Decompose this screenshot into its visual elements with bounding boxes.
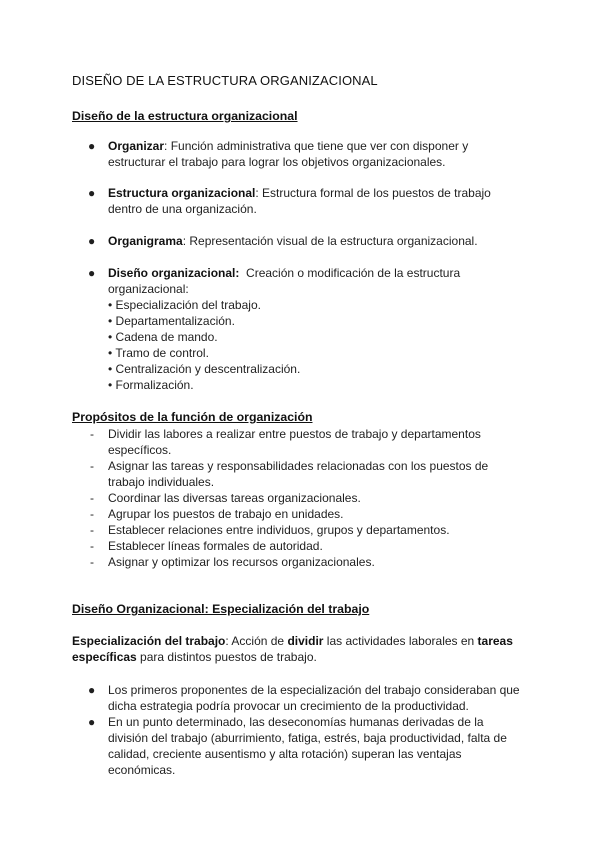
separator: : xyxy=(255,186,263,200)
list-line: Coordinar las diversas tareas organizacionales. xyxy=(108,491,361,505)
dash-list-item xyxy=(90,522,518,538)
bullet-proponentes xyxy=(88,682,528,714)
term-label: Organizar xyxy=(108,139,165,153)
list-line: Establecer líneas formales de autoridad. xyxy=(108,539,323,553)
dash-list-item xyxy=(90,458,518,490)
sub-list-item: • Departamentalización. xyxy=(108,314,235,328)
document-title: DISEÑO DE LA ESTRUCTURA ORGANIZACIONAL xyxy=(72,73,378,88)
dash-marker: - xyxy=(90,555,94,569)
bold-run: tareas xyxy=(477,634,513,648)
term-label: Organigrama xyxy=(108,234,183,248)
definition-line: Creación o modificación de la estructura xyxy=(246,266,461,280)
list-line: trabajo individuales. xyxy=(108,475,215,489)
bullet-icon: ● xyxy=(88,266,96,280)
text-run: las actividades laborales en xyxy=(323,634,478,648)
bold-run: dividir xyxy=(287,634,324,648)
bullet-line: En un punto determinado, las deseconomías humanas derivadas de la xyxy=(108,715,484,729)
list-line: Asignar y optimizar los recursos organizacionales. xyxy=(108,555,375,569)
section-heading-diseno: Diseño de la estructura organizacional xyxy=(72,109,298,123)
separator: : xyxy=(164,139,171,153)
sub-list-item: • Especialización del trabajo. xyxy=(108,298,261,312)
bullet-line: Los primeros proponentes de la especialización del trabajo consideraban que xyxy=(108,683,520,697)
bullet-deseconomias xyxy=(88,714,528,778)
bullet-diseno-organizacional xyxy=(88,265,518,393)
term-label: Diseño organizacional: xyxy=(108,266,240,280)
dash-marker: - xyxy=(90,523,94,537)
bullet-line: dicha estrategia podría provocar un crecimiento de la productividad. xyxy=(108,699,469,713)
list-line: Agrupar los puestos de trabajo en unidades. xyxy=(108,507,344,521)
bullet-icon: ● xyxy=(88,139,96,153)
section-heading-propositos: Propósitos de la función de organización xyxy=(72,410,313,424)
bullet-line: económicas. xyxy=(108,763,176,777)
bold-run: específicas xyxy=(72,650,137,664)
list-line: Establecer relaciones entre individuos, grupos y departamentos. xyxy=(108,523,450,537)
bullet-icon: ● xyxy=(88,683,96,697)
dash-marker: - xyxy=(90,491,94,505)
dash-list-item xyxy=(90,554,518,570)
definition-line: Representación visual de la estructura organizacional. xyxy=(189,234,478,248)
dash-list-item xyxy=(90,506,518,522)
dash-marker: - xyxy=(90,507,94,521)
bullet-organizar xyxy=(88,138,518,170)
dash-marker: - xyxy=(90,427,94,441)
text-run: : Acción de xyxy=(225,634,288,648)
text-run: para distintos puestos de trabajo. xyxy=(136,650,317,664)
bullet-icon: ● xyxy=(88,715,96,729)
separator: : xyxy=(182,234,190,248)
definition-line: Función administrativa que tiene que ver con disponer y xyxy=(170,139,469,153)
dash-list-item xyxy=(90,538,518,554)
definition-paragraph xyxy=(72,633,532,665)
bullet-estructura xyxy=(88,185,518,217)
dash-list-item xyxy=(90,490,518,506)
bullet-organigrama xyxy=(88,233,518,249)
sub-list-item: • Centralización y descentralización. xyxy=(108,362,301,376)
bullet-line: calidad, creciente ausentismo y alta rotación) superan las ventajas xyxy=(108,747,462,761)
bullet-line: división del trabajo (aburrimiento, fatiga, estrés, baja productividad, falta de xyxy=(108,731,507,745)
bullet-icon: ● xyxy=(88,234,96,248)
sub-list-item: • Formalización. xyxy=(108,378,194,392)
list-line: Asignar las tareas y responsabilidades relacionadas con los puestos de xyxy=(108,459,489,473)
bullet-icon: ● xyxy=(88,186,96,200)
dash-list-item xyxy=(90,426,518,458)
term-label: Estructura organizacional xyxy=(108,186,256,200)
sub-list-item: • Cadena de mando. xyxy=(108,330,218,344)
dash-marker: - xyxy=(90,459,94,473)
definition-line: Estructura formal de los puestos de trabajo xyxy=(262,186,491,200)
term-label: Especialización del trabajo xyxy=(72,634,226,648)
definition-line: dentro de una organización. xyxy=(108,202,257,216)
sub-list-item: • Tramo de control. xyxy=(108,346,209,360)
list-line: específicos. xyxy=(108,443,172,457)
definition-line: organizacional: xyxy=(108,282,189,296)
section-heading-especializacion: Diseño Organizacional: Especialización del trabajo xyxy=(72,602,370,616)
dash-marker: - xyxy=(90,539,94,553)
definition-line: estructurar el trabajo para lograr los objetivos organizacionales. xyxy=(108,155,446,169)
list-line: Dividir las labores a realizar entre puestos de trabajo y departamentos xyxy=(108,427,481,441)
